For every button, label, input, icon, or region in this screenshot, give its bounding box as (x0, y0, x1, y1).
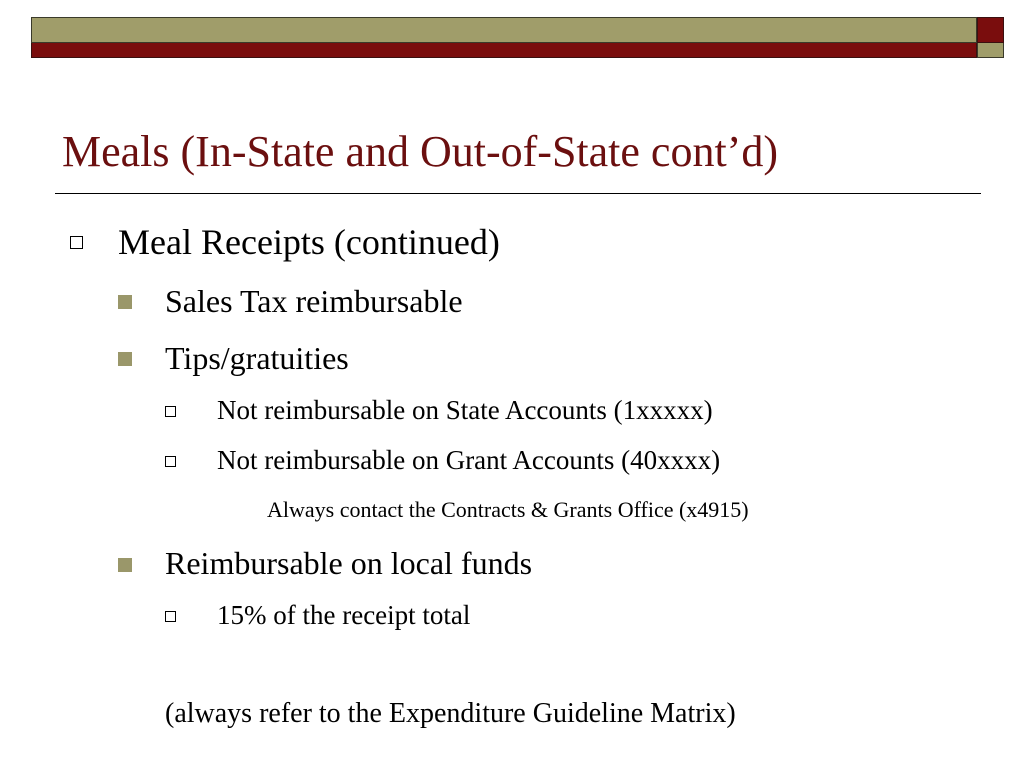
bullet-grant-accounts: Not reimbursable on Grant Accounts (40xxxx) (217, 445, 721, 475)
solid-square-bullet-icon (118, 352, 132, 366)
hollow-square-bullet-icon (165, 611, 176, 622)
slide-title: Meals (In-State and Out-of-State cont’d) (62, 127, 778, 176)
solid-square-bullet-icon (118, 295, 132, 309)
bullet-meal-receipts: Meal Receipts (continued) (118, 222, 500, 262)
header-corner-olive-square (977, 43, 1004, 58)
bullet-tips: Tips/gratuities (165, 340, 349, 376)
solid-square-bullet-icon (118, 558, 132, 572)
hollow-square-bullet-icon (165, 406, 176, 417)
bullet-sales-tax: Sales Tax reimbursable (165, 283, 463, 319)
hollow-square-bullet-icon (165, 456, 176, 467)
title-divider (55, 193, 981, 194)
bullet-state-accounts: Not reimbursable on State Accounts (1xxxxx) (217, 395, 713, 425)
footnote: (always refer to the Expenditure Guideline Matrix) (165, 698, 736, 729)
header-corner-red-square (977, 17, 1004, 43)
bullet-percent-total: 15% of the receipt total (217, 600, 471, 630)
bullet-local-funds: Reimbursable on local funds (165, 545, 533, 581)
contact-note: Always contact the Contracts & Grants Office (x4915) (267, 497, 749, 522)
hollow-square-bullet-icon (70, 236, 83, 249)
header-band-olive (31, 17, 977, 43)
header-band-red (31, 43, 977, 58)
